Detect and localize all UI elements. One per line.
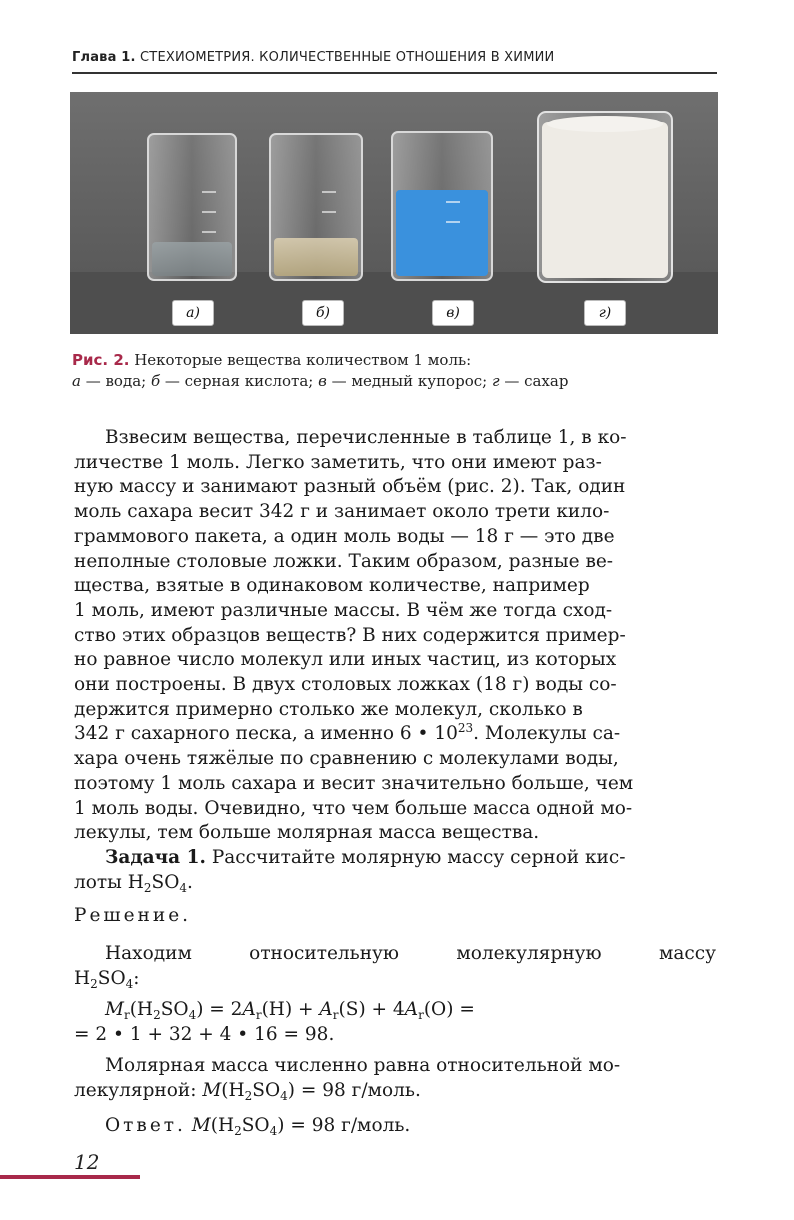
answer-line: Ответ. $M(H_2SO_4) = 98$ г/моль. [105, 1115, 411, 1138]
formula-block [74, 998, 716, 1047]
caption-key-a: а [72, 372, 81, 390]
para-line: Взвесим вещества, перечисленные в таблице 1, в ко- [105, 427, 627, 448]
beaker-sugar [538, 112, 672, 282]
para-line: моль сахара весит 342 г и занимает около трети кило- [74, 501, 610, 523]
para-line13-start: 342 г сахарного песка, а именно 6 • 10 [74, 723, 458, 745]
exponent: 23 [457, 721, 474, 736]
para-line: личестве 1 моль. Легко заметить, что они имеют раз- [74, 451, 602, 473]
task-text: Рассчитайте молярную массу серной кис- [205, 847, 626, 868]
para-line: лекулы, тем больше молярная масса вещества. [74, 822, 540, 844]
para-line: 1 моль, имеют различные массы. В чём же тогда сход- [74, 599, 613, 621]
molar-line1: Молярная масса численно равна относительной мо- [105, 1055, 621, 1076]
para-line: но равное число молекул или иных частиц, из которых [74, 649, 617, 671]
para-line13-end: . Молекулы са- [473, 723, 621, 745]
solution-heading: Решение. [74, 905, 192, 926]
figure-label-b: б) [302, 300, 344, 326]
beaker-copper-sulfate [392, 132, 492, 280]
task-line1 [74, 846, 716, 871]
beaker-water [148, 134, 236, 280]
para-line [74, 722, 716, 747]
caption-key-b: б [150, 372, 161, 390]
caption-label: Рис. 2. [72, 351, 130, 369]
figure-label-v: в) [432, 300, 474, 326]
task-block [74, 846, 716, 895]
para-line: ную массу и занимают разный объём (рис. 2). Так, один [74, 476, 626, 498]
beakers-illustration [70, 92, 718, 334]
caption-text-g: — сахар [499, 372, 569, 390]
para-line: неполные столовые ложки. Таким образом, разные ве- [74, 550, 614, 572]
formula-line1: $M_r(H_2SO_4) = 2A_r(H) + A_r(S) + 4A_r(O)$ = [105, 999, 475, 1022]
figure-label-g: г) [584, 300, 626, 326]
beaker-sulfuric-acid [270, 134, 362, 280]
answer-label: Ответ. [105, 1115, 186, 1136]
para-line: поэтому 1 моль сахара и весит значительно больше, чем [74, 772, 634, 794]
chapter-title: СТЕХИОМЕТРИЯ. КОЛИЧЕСТВЕННЫЕ ОТНОШЕНИЯ В ХИМИИ [140, 50, 555, 65]
task-label: Задача 1. [105, 847, 206, 868]
figure-caption [72, 350, 722, 392]
caption-text-b: — серная кислота; [160, 372, 319, 390]
caption-line1: Некоторые вещества количеством 1 моль: [129, 351, 472, 369]
molar-block [74, 1054, 716, 1103]
header-rule [72, 72, 717, 74]
formula-line2: = 2 • 1 + 32 + 4 • 16 = 98. [74, 1023, 335, 1045]
para-line: держится примерно столько же молекул, сколько в [74, 698, 583, 720]
chapter-label: Глава 1. [72, 50, 136, 65]
para-line: щества, взятые в одинаковом количестве, например [74, 575, 590, 597]
answer-block [74, 1114, 716, 1139]
step1-formula: $H_2SO_4$: [74, 967, 140, 991]
caption-key-g: г [491, 372, 500, 390]
running-header [72, 50, 717, 65]
solution-step [74, 942, 716, 991]
molar-line2: лекулярной: $M(H_2SO_4) = 98$ г/моль. [74, 1079, 421, 1103]
task-line2: лоты $H_2SO_4$. [74, 871, 193, 895]
para-line: хара очень тяжёлые по сравнению с молекулами воды, [74, 748, 619, 770]
caption-text-a: — вода; [80, 372, 151, 390]
para-line: они построены. В двух столовых ложках (18 г) воды со- [74, 674, 617, 696]
figure-label-a: а) [172, 300, 214, 326]
figure-photo [70, 92, 718, 334]
page-number: 12 [74, 1150, 100, 1174]
caption-key-v: в [318, 372, 327, 390]
main-paragraph [74, 426, 716, 846]
para-line: граммового пакета, а один моль воды — 18 г — это две [74, 525, 615, 547]
caption-text-v: — медный купорос; [326, 372, 492, 390]
para-line: 1 моль воды. Очевидно, что чем больше масса одной мо- [74, 797, 633, 819]
step1-line1: Находим относительную молекулярную массу [105, 943, 716, 964]
page-number-rule [0, 1175, 140, 1179]
para-line: ство этих образцов веществ? В них содержится пример- [74, 624, 626, 646]
